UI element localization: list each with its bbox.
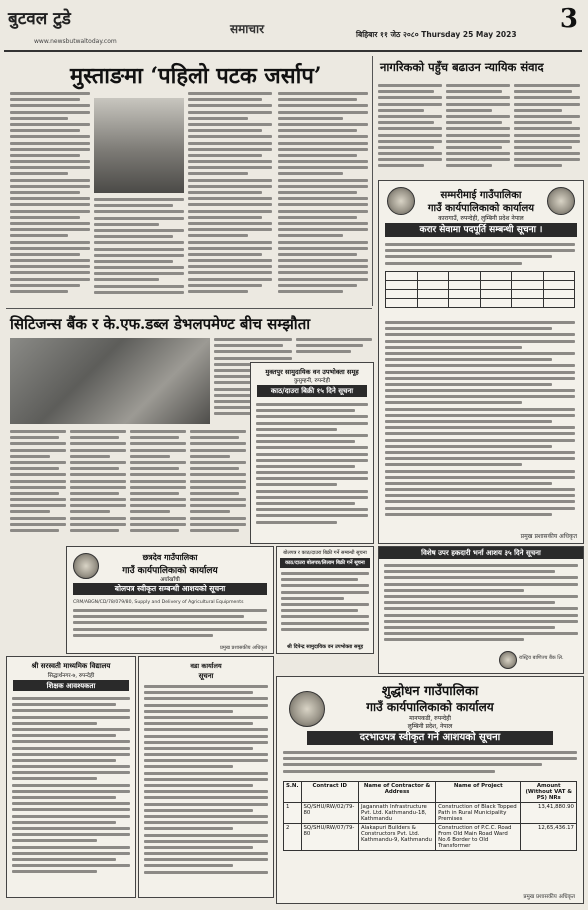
paper-name: बुटवल टुडे (8, 9, 71, 29)
school-notice-title: शिक्षक आवश्यकता (13, 680, 129, 691)
col-contract-id: Contract ID (301, 782, 358, 803)
sammarimai-subtitle: कारागाउँ, रुपन्देही, लुम्बिनी प्रदेश नेपाल (438, 215, 524, 222)
bank-name: रास्ट्रिय बाणिज्य बैंक लि. (519, 655, 564, 661)
sammarimai-notice (378, 180, 584, 544)
justice-story-column-2 (446, 84, 510, 176)
shuddhodhan-address: मानपकडी, रुपन्देही (409, 715, 451, 722)
mustang-story-column-2 (94, 198, 184, 304)
paper-url: www.newsbutwaltoday.com (34, 38, 117, 45)
row-amount: 13,41,880.90 (521, 803, 577, 824)
shuddhodhan-office-line2: गाउँ कार्यपालिकाको कार्यालय (366, 700, 494, 714)
shuddhodhan-province: लुम्बिनी प्रदेश, नेपाल (407, 723, 453, 730)
row-contractor: Alakapuri Builders & Constructors Pvt. Ltd. Kathmandu-9, Kathmandu (358, 824, 435, 851)
shuddhodhan-office-line1: शुद्धोधन गाउँपालिका (381, 684, 479, 699)
page-number: 3 (559, 4, 578, 34)
citizens-headline: सिटिजन्स बैंक र के.एफ.डब्ल डेभलपमेण्ट बीच सम्झौता (10, 315, 311, 333)
chhatradev-notice (66, 546, 274, 654)
col-contractor: Name of Contractor & Address (358, 782, 435, 803)
mustang-photo (94, 98, 184, 193)
justice-headline: नागरिकको पहुँच बढाउन न्यायिक संवाद (380, 60, 544, 74)
school-name: श्री सरस्वती माध्यमिक विद्यालय (31, 661, 111, 670)
chhatradev-address: अर्घाखाँची (160, 577, 180, 583)
row-project: Construction of Black Topped Path in Rural Municipality Premises (436, 803, 521, 824)
sammarimai-intro-text (385, 243, 575, 267)
school-notice (6, 656, 136, 898)
section-name: समाचार (230, 22, 265, 36)
shuddhodhan-intro-text (283, 751, 577, 781)
col-project: Name of Project (436, 782, 521, 803)
sammarimai-publisher: प्रमुख प्रशासकीय अधिकृत (520, 533, 577, 540)
chhatradev-contract-id: CRM/ABGN/CD/78/079/80, Supply and Delivery of Agricultural Equipments (73, 600, 244, 605)
col-sn: S.N. (284, 782, 302, 803)
shuddhodhan-contract-table (283, 781, 577, 851)
mustang-headline: मुस्ताङमा ‘पहिलो पटक जर्साप’ (70, 63, 322, 89)
dipendra-notice-title: काठ/दाउरा बोलपत्र/लिलाम बिक्री गर्ने सूचना (280, 558, 370, 568)
shuddhodhan-notice-title: दरभाउपत्र स्वीकृत गर्ने आशयको सूचना (307, 731, 553, 745)
row-contract-id: SQ/SHU/RW/07/79-80 (301, 824, 358, 851)
sammarimai-office-line2: गाउँ कार्यपालिकाको कार्यालय (427, 203, 535, 214)
justice-story-column-1 (378, 84, 442, 176)
dipendra-sub: बोलपत्र र काठ/दाउरा बिक्री गर्ने सम्बन्धी सूचना (283, 550, 367, 556)
forest-notice (250, 362, 374, 544)
ward-notice-text (144, 685, 268, 889)
date-line: बिहिबार ११ जेठ २०८० Thursday 25 May 2023 (356, 30, 517, 39)
citizens-story-col-1 (10, 430, 66, 540)
forest-address: कुसुम्हनी, रुपन्देही (294, 378, 330, 384)
bank-notice-header: विशेष उपर हकदारी भर्ना आशय ३५ दिने सूचना (379, 547, 583, 559)
citizens-story-col-3 (130, 430, 186, 540)
dipendra-footer: श्री दिपेन्द्र सामुदायिक वन उपभोक्ता समूह (287, 644, 363, 650)
row-sn: 1 (284, 803, 302, 824)
dipendra-notice-text (281, 572, 369, 638)
section-divider (6, 308, 372, 309)
mustang-story-column-3 (188, 92, 272, 304)
citizens-story-col-4 (190, 430, 246, 540)
table-row (284, 824, 577, 851)
ward-notice (138, 656, 274, 898)
ward-notice-subtitle: सूचना (198, 671, 214, 680)
citizens-photo (10, 338, 210, 424)
row-contractor: Jagannath Infrastructure Pvt. Ltd. Kathmandu-18, Kathmandu (358, 803, 435, 824)
sammarimai-conditions-text (385, 321, 575, 529)
citizens-story-col-2 (70, 430, 126, 540)
school-notice-text (12, 697, 130, 889)
shuddhodhan-notice (276, 676, 584, 904)
chhatradev-notice-text (73, 609, 267, 643)
chhatradev-office-line2: गाउँ कार्यपालिकाको कार्यालय (122, 566, 218, 576)
row-contract-id: SQ/SHU/RW/02/79-80 (301, 803, 358, 824)
sammarimai-notice-title: करार सेवामा पदपूर्ति सम्बन्धी सूचना । (385, 223, 577, 237)
ward-notice-title: वडा कार्यालय (190, 662, 222, 670)
sammarimai-office-line1: सम्मरीमाई गाउँपालिका (440, 190, 522, 201)
mustang-story-column-4 (278, 92, 368, 304)
sammarimai-vacancy-table (385, 271, 575, 308)
shuddhodhan-publisher: प्रमुख प्रशासकीय अधिकृत (523, 894, 575, 900)
justice-story-column-3 (514, 84, 580, 176)
column-divider (372, 56, 373, 306)
masthead (4, 4, 582, 52)
bank-logo-icon (499, 651, 517, 669)
chhatradev-publisher: प्रमुख प्रशासकीय अधिकृत (220, 645, 267, 651)
bank-notice (378, 546, 584, 674)
mustang-story-column-1 (10, 92, 90, 304)
chhatradev-office-line1: छत्रदेव गाउँपालिका (142, 552, 198, 562)
table-row (284, 803, 577, 824)
school-address: सिद्धार्थनगर-७, रुपन्देही (47, 673, 95, 679)
citizens-story-top-col-2 (296, 338, 372, 358)
dipendra-notice (276, 546, 374, 654)
row-project: Construction of P.C.C. Road From Old Main Road Ward No.6 Border to Old Transformer (436, 824, 521, 851)
row-sn: 2 (284, 824, 302, 851)
bank-notice-text (384, 564, 578, 648)
forest-org: मुक्तपुर सामुदायिक वन उपभोक्ता समूह (265, 368, 359, 376)
row-amount: 12,65,436.17 (521, 824, 577, 851)
forest-notice-title: काठ/दाउरा बिक्री १५ दिने सूचना (257, 385, 367, 397)
col-amount: Amount (Without VAT & PS) NRs (521, 782, 577, 803)
chhatradev-notice-title: बोलपत्र स्वीकृत सम्बन्धी आशयको सूचना (73, 583, 267, 595)
forest-notice-text (256, 403, 368, 537)
